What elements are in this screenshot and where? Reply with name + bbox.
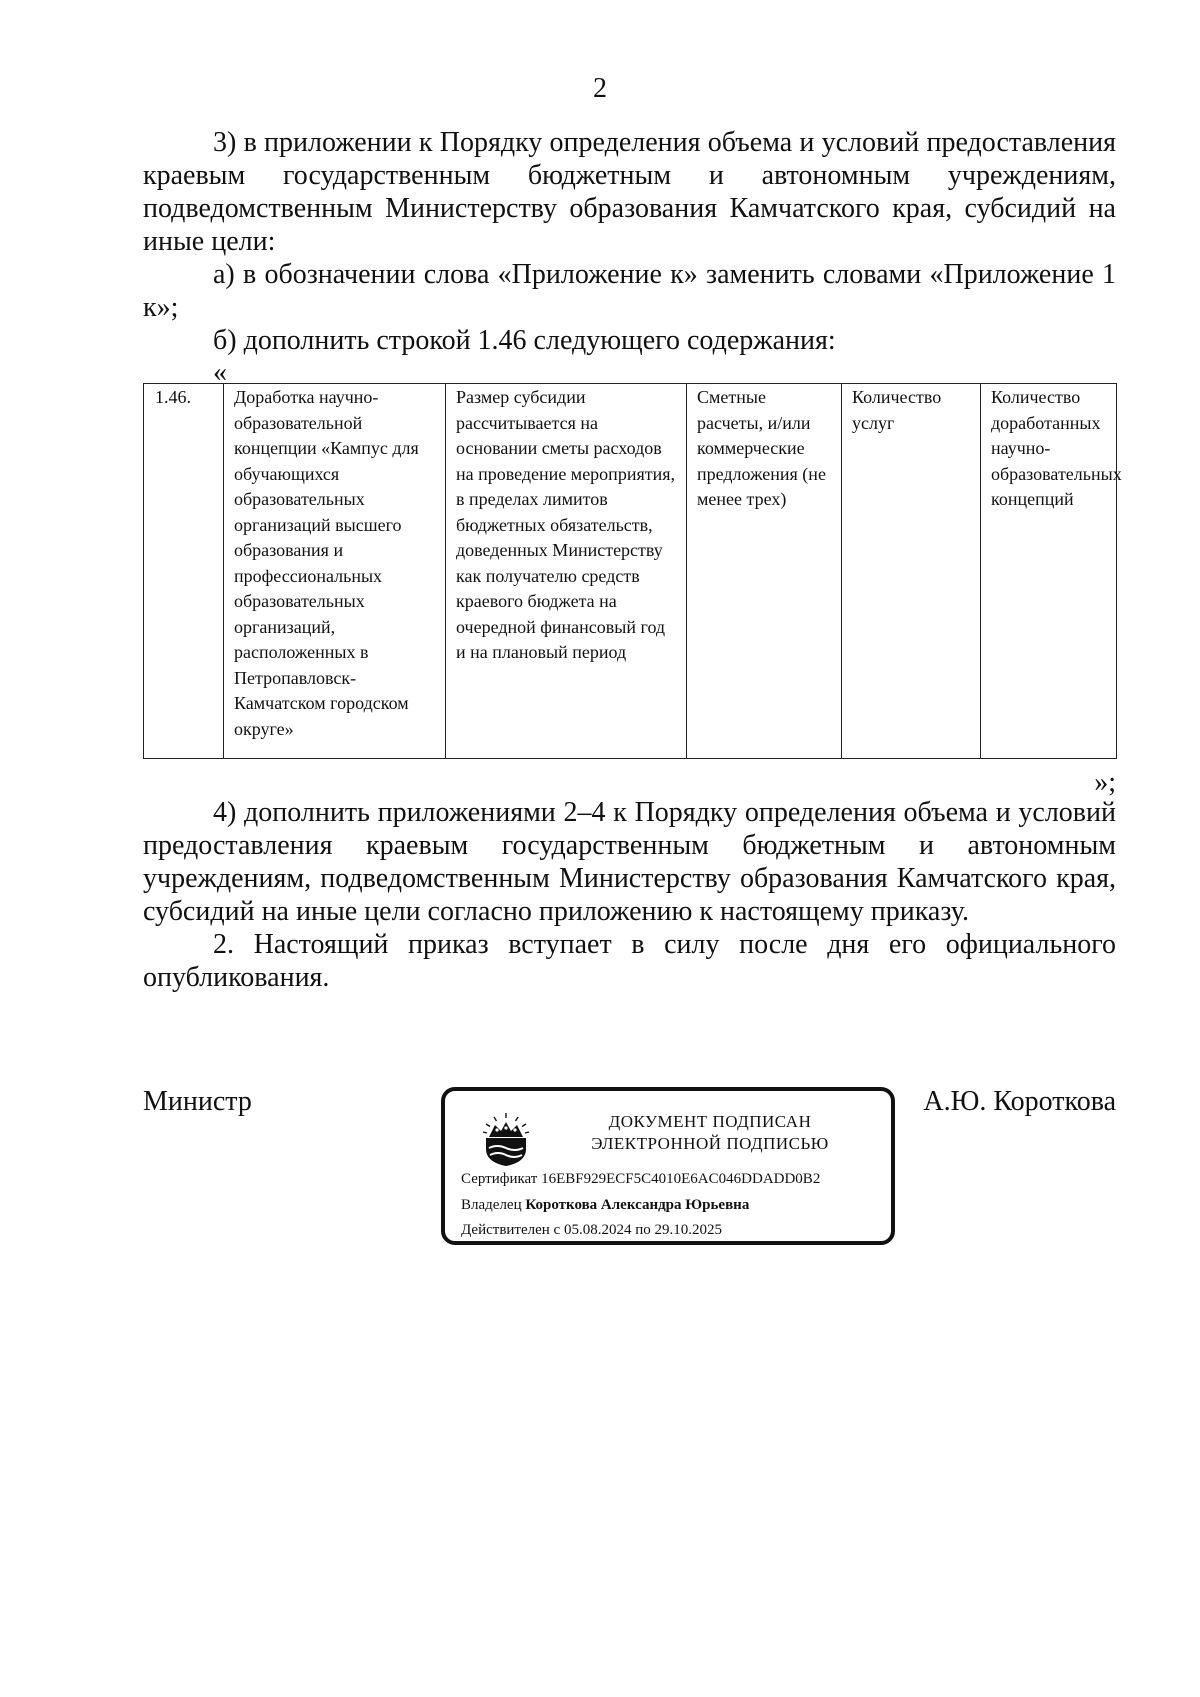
event-name-cell: Доработка научно-образовательной концепции «Кампус для обучающихся образовательных организаций высшего образования и профессиональных образовательных организаций, расположенных в Петропавловск-Камчатском городском округе» bbox=[224, 384, 446, 759]
owner-label: Владелец bbox=[461, 1197, 522, 1213]
certificate-label: Сертификат bbox=[461, 1171, 538, 1187]
documents-cell: Сметные расчеты, и/или коммерческие предложения (не менее трех) bbox=[687, 384, 842, 759]
open-quote: « bbox=[213, 357, 227, 388]
paragraph-add-row: б) дополнить строкой 1.46 следующего содержания: bbox=[213, 325, 836, 356]
stamp-owner bbox=[461, 1196, 749, 1214]
row-number-cell: 1.46. bbox=[144, 384, 224, 759]
electronic-signature-stamp bbox=[441, 1087, 895, 1245]
signatory-name: А.Ю. Короткова bbox=[923, 1086, 1116, 1117]
indicator-cell: Количество услуг bbox=[842, 384, 981, 759]
result-cell: Количество доработанных научно-образовательных концепций bbox=[981, 384, 1117, 759]
kamchatka-coat-of-arms-icon bbox=[481, 1111, 531, 1167]
valid-to: 29.10.2025 bbox=[654, 1222, 722, 1238]
stamp-title-line2: ЭЛЕКТРОННОЙ ПОДПИСЬЮ bbox=[591, 1134, 829, 1153]
table-row bbox=[144, 384, 1117, 759]
calculation-cell: Размер субсидии рассчитывается на основании сметы расходов на проведение мероприятия, в пределах лимитов бюджетных обязательств, доведенных Министерству как получателю средств краевого бюджета на очередной финансовый год и на плановый период bbox=[446, 384, 687, 759]
stamp-certificate bbox=[461, 1170, 820, 1188]
body-text-bottom bbox=[143, 796, 1116, 994]
paragraph-add-appendices: 4) дополнить приложениями 2–4 к Порядку определения объема и условий предоставления краевым государственным бюджетным и автономным учреждениям, подведомственным Министерству образования Камчатского края, субсидий на иные цели согласно приложению к настоящему приказу. bbox=[143, 797, 1116, 927]
close-quote: »; bbox=[1094, 767, 1116, 798]
signatory-position: Министр bbox=[143, 1086, 252, 1117]
valid-label: Действителен с bbox=[461, 1222, 561, 1238]
paragraph-amend-appendix: 3) в приложении к Порядку определения объема и условий предоставления краевым государственным бюджетным и автономным учреждениям, подведомственным Министерству образования Камчатского края, субсидий на иные цели: bbox=[143, 127, 1116, 257]
paragraph-replace-words: а) в обозначении слова «Приложение к» заменить словами «Приложение 1 к»; bbox=[143, 259, 1116, 323]
stamp-title-line1: ДОКУМЕНТ ПОДПИСАН bbox=[608, 1112, 812, 1131]
inserted-table bbox=[143, 383, 1122, 759]
valid-to-label: по bbox=[635, 1222, 651, 1238]
owner-value: Короткова Александра Юрьевна bbox=[525, 1197, 750, 1213]
page-number: 2 bbox=[593, 73, 607, 104]
valid-from: 05.08.2024 bbox=[563, 1222, 632, 1238]
stamp-validity bbox=[461, 1221, 722, 1239]
certificate-value: 16EBF929ECF5C4010E6AC046DDADD0B2 bbox=[541, 1171, 821, 1187]
paragraph-entry-into-force: 2. Настоящий приказ вступает в силу после дня его официального опубликования. bbox=[143, 929, 1116, 993]
body-text-top bbox=[143, 126, 1116, 357]
